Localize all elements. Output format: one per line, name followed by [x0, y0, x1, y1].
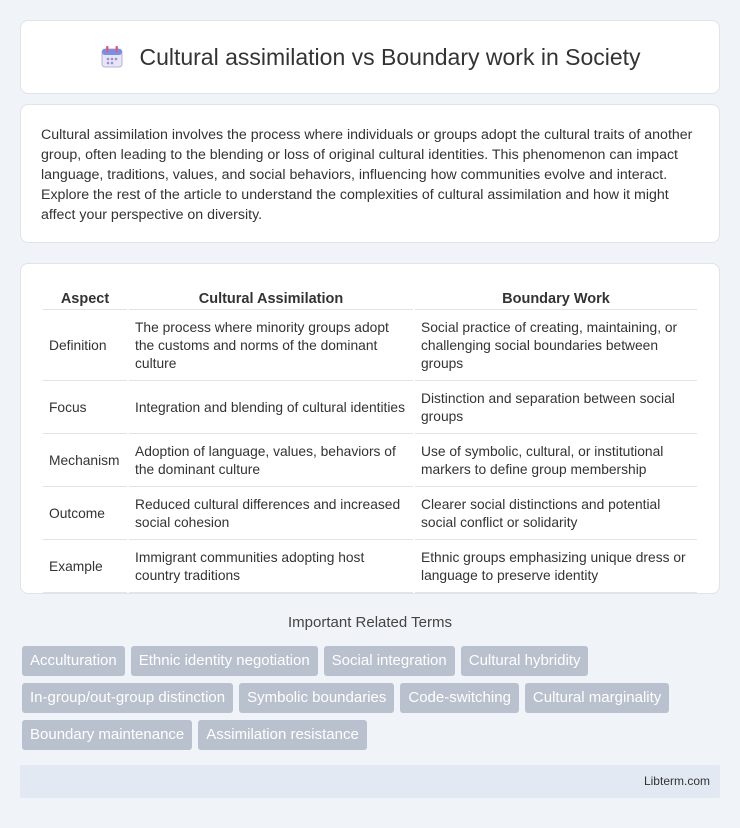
- header-aspect: Aspect: [43, 286, 127, 310]
- term-tag[interactable]: Ethnic identity negotiation: [131, 646, 318, 676]
- row-boundary-work: Social practice of creating, maintaining, or challenging social boundaries between groups: [415, 312, 697, 381]
- row-assimilation: The process where minority groups adopt the customs and norms of the dominant culture: [129, 312, 413, 381]
- table-row: [43, 383, 697, 434]
- term-tag[interactable]: Code-switching: [400, 683, 519, 713]
- intro-text: Cultural assimilation involves the process where individuals or groups adopt the cultural traits of another group, often leading to the blending or loss of original cultural identities. This phenomenon can impact language, traditions, values, and social behaviors, influencing how communities evolve and interact. Explore the rest of the article to understand the complexities of cultural assimilation and how it might affect your perspective on diversity.: [41, 127, 693, 223]
- row-boundary-work: Use of symbolic, cultural, or institutional markers to define group membership: [415, 436, 697, 487]
- header-boundary-work: Boundary Work: [415, 286, 697, 310]
- term-tag[interactable]: Social integration: [324, 646, 455, 676]
- row-aspect: Outcome: [43, 489, 127, 540]
- row-aspect: Definition: [43, 312, 127, 381]
- row-assimilation: Adoption of language, values, behaviors of the dominant culture: [129, 436, 413, 487]
- header-cultural-assimilation: Cultural Assimilation: [129, 286, 413, 310]
- related-terms-title: Important Related Terms: [288, 614, 452, 631]
- calendar-icon: [99, 44, 125, 70]
- term-tag[interactable]: Acculturation: [22, 646, 125, 676]
- row-aspect: Mechanism: [43, 436, 127, 487]
- page-title: Cultural assimilation vs Boundary work in Society: [139, 43, 641, 70]
- row-assimilation: Reduced cultural differences and increased social cohesion: [129, 489, 413, 540]
- row-aspect: Example: [43, 542, 127, 593]
- comparison-table: [41, 284, 699, 595]
- table-row: [43, 542, 697, 593]
- row-assimilation: Integration and blending of cultural identities: [129, 383, 413, 434]
- term-tag[interactable]: Cultural marginality: [525, 683, 669, 713]
- related-terms-list: [22, 646, 722, 750]
- term-tag[interactable]: Cultural hybridity: [461, 646, 589, 676]
- intro-card: [20, 104, 720, 243]
- row-boundary-work: Ethnic groups emphasizing unique dress or language to preserve identity: [415, 542, 697, 593]
- table-row: [43, 436, 697, 487]
- term-tag[interactable]: Symbolic boundaries: [239, 683, 394, 713]
- footer-brand-link[interactable]: Libterm.com: [643, 774, 710, 788]
- comparison-card: [20, 263, 720, 594]
- row-assimilation: Immigrant communities adopting host country traditions: [129, 542, 413, 593]
- header-card: [20, 20, 720, 94]
- row-boundary-work: Clearer social distinctions and potential social conflict or solidarity: [415, 489, 697, 540]
- term-tag[interactable]: Assimilation resistance: [198, 720, 367, 750]
- row-boundary-work: Distinction and separation between social groups: [415, 383, 697, 434]
- term-tag[interactable]: Boundary maintenance: [22, 720, 192, 750]
- row-aspect: Focus: [43, 383, 127, 434]
- table-header-row: [43, 286, 697, 310]
- table-row: [43, 312, 697, 381]
- term-tag[interactable]: In-group/out-group distinction: [22, 683, 233, 713]
- footer: [20, 765, 720, 798]
- table-row: [43, 489, 697, 540]
